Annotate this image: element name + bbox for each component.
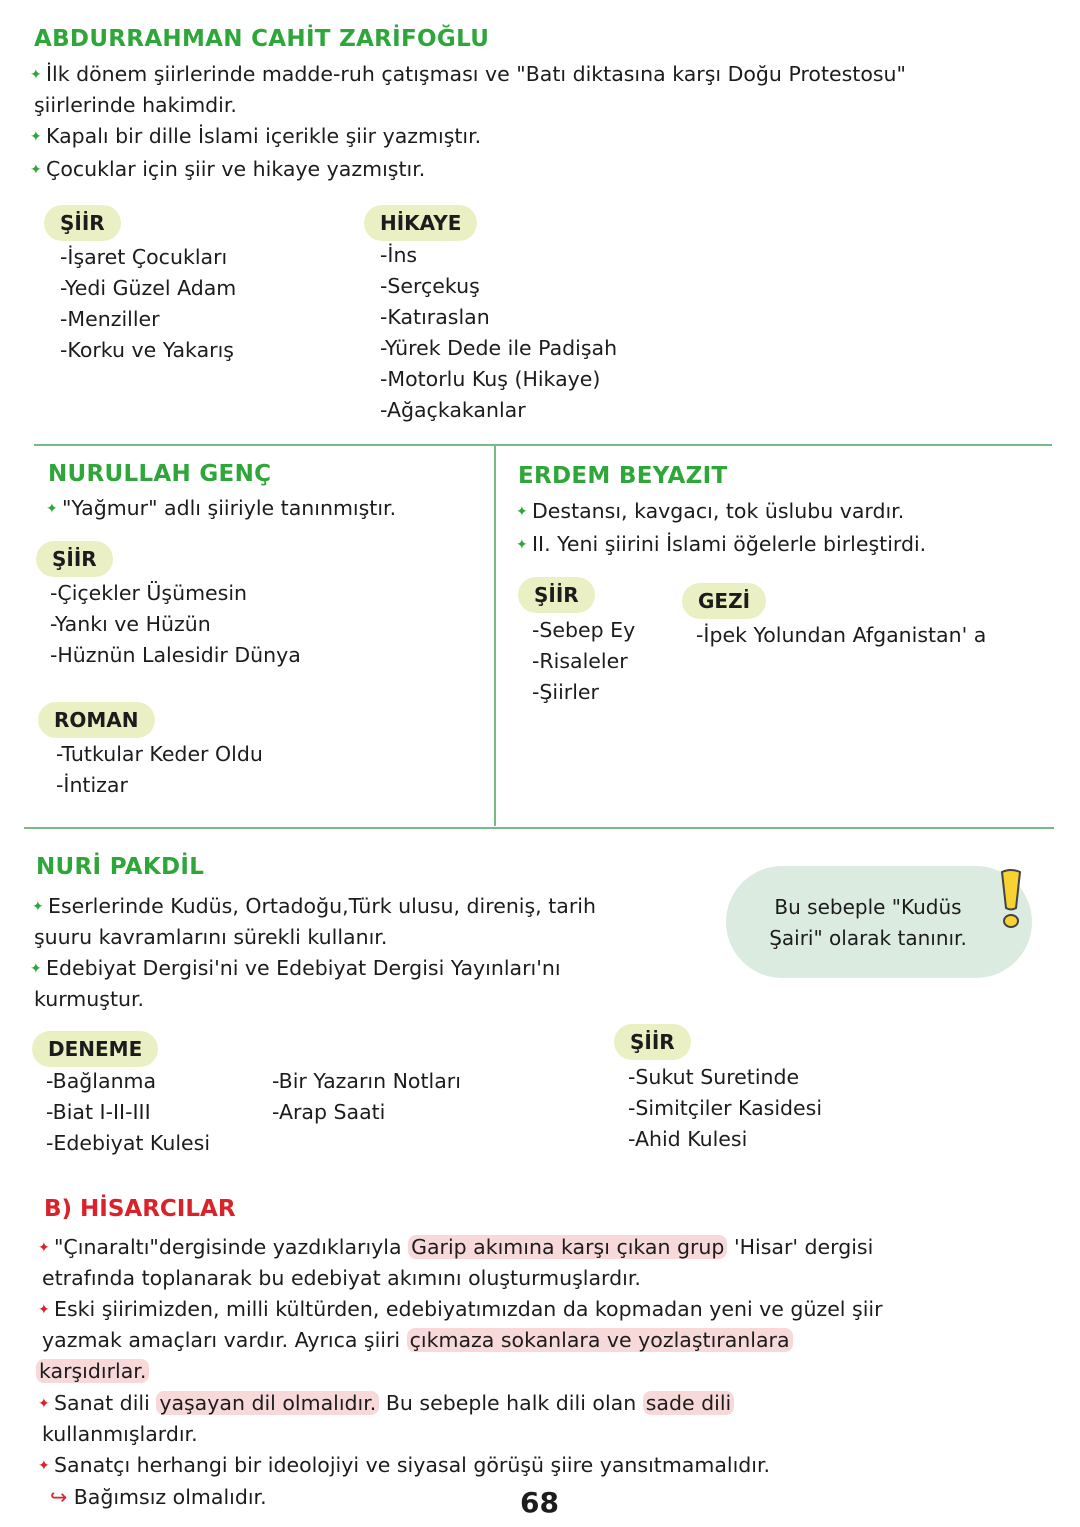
list-item: -Bağlanma <box>46 1069 157 1093</box>
bullet-icon: ✦ <box>516 504 528 520</box>
section-title-genc: NURULLAH GENÇ <box>48 461 272 487</box>
bullet-line: ✦ Eski şiirimizden, milli kültürden, edebiyatımızdan da kopmadan yeni ve güzel şiir <box>38 1294 883 1326</box>
list-item: -İşaret Çocukları <box>60 245 228 269</box>
list-item: -Korku ve Yakarış <box>60 338 234 362</box>
arrow-line: ↪ Bağımsız olmalıdır. <box>50 1485 267 1509</box>
list-item: -Ahid Kulesi <box>628 1127 748 1151</box>
bullet-icon: ✦ <box>516 537 528 553</box>
section-title-zarifoglu: ABDURRAHMAN CAHİT ZARİFOĞLU <box>34 26 490 52</box>
genre-label-poem: ŞİİR <box>518 577 595 613</box>
bullet-icon: ✦ <box>30 162 42 178</box>
divider <box>34 444 1052 446</box>
list-item: -Şiirler <box>532 680 599 704</box>
list-item: -Ağaçkakanlar <box>380 398 526 422</box>
bullet-icon: ✦ <box>30 67 42 83</box>
bullet-line: ✦ Edebiyat Dergisi'ni ve Edebiyat Dergisi Yayınları'nı <box>30 953 561 985</box>
bullet-line-cont <box>36 1356 149 1387</box>
highlight: çıkmaza sokanlara ve yozlaştıranlara <box>407 1328 793 1352</box>
bullet-icon: ✦ <box>38 1302 50 1318</box>
list-item: -İntizar <box>56 773 128 797</box>
bullet-icon: ✦ <box>38 1458 50 1474</box>
story-list <box>380 240 617 426</box>
list-item: -Serçekuş <box>380 274 480 298</box>
essay-list-col2 <box>272 1066 461 1128</box>
list-item: -İpek Yolundan Afganistan' a <box>696 623 987 647</box>
bullet-line-cont: şiirlerinde hakimdir. <box>34 93 237 117</box>
bullet-line: ✦ Sanatçı herhangi bir ideolojiyi ve siyasal görüşü şiire yansıtmamalıdır. <box>38 1450 770 1482</box>
essay-list-col1 <box>46 1066 210 1159</box>
genre-label-poem: ŞİİR <box>44 205 121 241</box>
exclamation-icon <box>996 868 1026 930</box>
list-item: -Yürek Dede ile Padişah <box>380 336 618 360</box>
highlight: karşıdırlar. <box>36 1359 149 1383</box>
bullet-icon: ✦ <box>38 1396 50 1412</box>
genre-label-story: HİKAYE <box>364 205 477 241</box>
bullet-line-cont: yazmak amaçları vardır. Ayrıca şiiri çıkmaza sokanlara ve yozlaştıranlara <box>42 1325 793 1356</box>
return-arrow-icon: ↪ <box>50 1485 68 1509</box>
genre-label-poem: ŞİİR <box>36 541 113 577</box>
bullet-icon: ✦ <box>30 129 42 145</box>
bullet-line: ✦ Sanat dili yaşayan dil olmalıdır. Bu sebeple halk dili olan sade dili <box>38 1388 734 1420</box>
novel-list <box>56 739 263 801</box>
bullet-line-cont: kullanmışlardır. <box>42 1422 198 1446</box>
bullet-line: ✦ "Çınaraltı"dergisinde yazdıklarıyla Garip akımına karşı çıkan grup 'Hisar' dergisi <box>38 1232 873 1264</box>
bullet-line: ✦ İlk dönem şiirlerinde madde-ruh çatışması ve "Batı diktasına karşı Doğu Protestosu" <box>30 59 906 91</box>
bullet-icon: ✦ <box>38 1240 50 1256</box>
page-number: 68 <box>520 1486 559 1519</box>
list-item: -Bir Yazarın Notları <box>272 1069 461 1093</box>
list-item: -Motorlu Kuş (Hikaye) <box>380 367 601 391</box>
bullet-line: ✦ "Yağmur" adlı şiiriyle tanınmıştır. <box>46 493 396 525</box>
list-item: -Yankı ve Hüzün <box>50 612 211 636</box>
genre-label-travel: GEZİ <box>682 583 766 619</box>
bullet-icon: ✦ <box>32 899 44 915</box>
section-title-hisarcilar: B) HİSARCILAR <box>44 1196 236 1222</box>
bullet-icon: ✦ <box>30 961 42 977</box>
list-item: -İns <box>380 243 418 267</box>
travel-list <box>696 620 986 651</box>
bullet-line-cont: kurmuştur. <box>34 987 145 1011</box>
divider <box>24 827 1054 829</box>
bullet-line-cont: şuuru kavramlarını sürekli kullanır. <box>34 925 388 949</box>
bullet-line: ✦ Çocuklar için şiir ve hikaye yazmıştır. <box>30 154 425 186</box>
list-item: -Biat I-II-III <box>46 1100 151 1124</box>
bullet-line: ✦ Destansı, kavgacı, tok üslubu vardır. <box>516 496 904 528</box>
divider-vertical <box>494 446 496 826</box>
section-title-beyazit: ERDEM BEYAZIT <box>518 463 728 489</box>
highlight: Garip akımına karşı çıkan grup <box>408 1235 727 1259</box>
bullet-line: ✦ II. Yeni şiirini İslami öğelerle birleştirdi. <box>516 529 926 561</box>
bullet-line-cont: etrafında toplanarak bu edebiyat akımını oluşturmuşlardır. <box>42 1266 641 1290</box>
list-item: -Hüznün Lalesidir Dünya <box>50 643 301 667</box>
highlight: yaşayan dil olmalıdır. <box>156 1391 379 1415</box>
section-title-pakdil: NURİ PAKDİL <box>36 854 205 880</box>
note-text: Bu sebeple "Kudüs Şairi" olarak tanınır. <box>769 895 967 950</box>
list-item: -Tutkular Keder Oldu <box>56 742 263 766</box>
list-item: -Çiçekler Üşümesin <box>50 581 248 605</box>
genre-label-essay: DENEME <box>32 1031 158 1067</box>
poem-list <box>628 1062 822 1155</box>
bullet-icon: ✦ <box>46 501 58 517</box>
list-item: -Sukut Suretinde <box>628 1065 800 1089</box>
list-item: -Yedi Güzel Adam <box>60 276 237 300</box>
list-item: -Edebiyat Kulesi <box>46 1131 211 1155</box>
list-item: -Risaleler <box>532 649 628 673</box>
poem-list <box>50 578 301 671</box>
genre-label-novel: ROMAN <box>38 702 155 738</box>
poem-list <box>532 615 635 708</box>
list-item: -Katıraslan <box>380 305 490 329</box>
bullet-line: ✦ Eserlerinde Kudüs, Ortadoğu,Türk ulusu, direniş, tarih <box>32 891 596 923</box>
list-item: -Sebep Ey <box>532 618 636 642</box>
list-item: -Simitçiler Kasidesi <box>628 1096 823 1120</box>
highlight: sade dili <box>643 1391 734 1415</box>
poem-list <box>60 242 236 366</box>
list-item: -Menziller <box>60 307 160 331</box>
genre-label-poem: ŞİİR <box>614 1024 691 1060</box>
list-item: -Arap Saati <box>272 1100 386 1124</box>
bullet-line: ✦ Kapalı bir dille İslami içerikle şiir yazmıştır. <box>30 121 481 153</box>
